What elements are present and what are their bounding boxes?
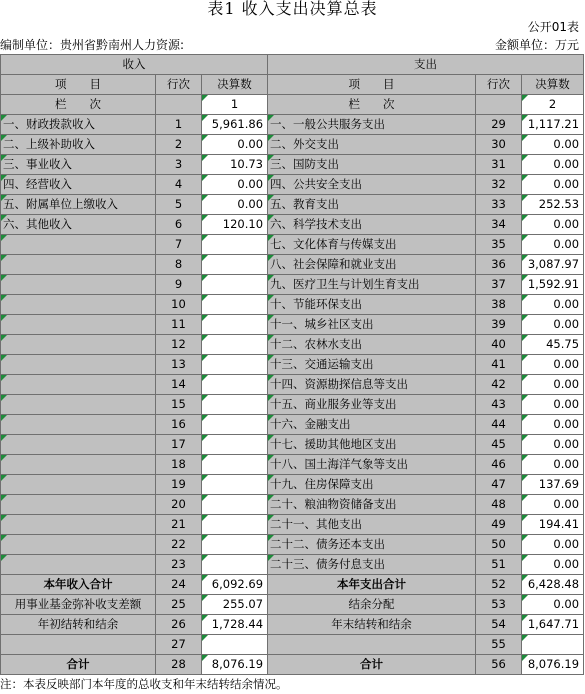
- expense-amount: 0.00: [522, 535, 584, 555]
- table-row: [1, 135, 584, 155]
- header-column-row: [1, 75, 584, 95]
- summary-row: [1, 655, 584, 675]
- income-item: 二、上级补助收入: [1, 135, 156, 155]
- income-amount: [202, 355, 268, 375]
- header-index-row: [1, 95, 584, 115]
- expense-summary-item: [268, 635, 476, 655]
- income-item: [1, 555, 156, 575]
- income-column-label: 栏 次: [1, 95, 156, 115]
- income-row-number: 15: [156, 395, 202, 415]
- income-amount: 8,076.19: [202, 655, 268, 675]
- expense-item: 十八、国土海洋气象等支出: [268, 455, 476, 475]
- income-amount: [202, 315, 268, 335]
- table-row: [1, 255, 584, 275]
- income-row-number: 11: [156, 315, 202, 335]
- expense-row-number: 39: [476, 315, 522, 335]
- expense-amount: 1,117.21: [522, 115, 584, 135]
- income-row-number: 8: [156, 255, 202, 275]
- income-row-number: 1: [156, 115, 202, 135]
- expense-amount: [522, 635, 584, 655]
- expense-summary-item: 合计: [268, 655, 476, 675]
- table-row: [1, 475, 584, 495]
- income-amount: [202, 555, 268, 575]
- income-row-number: 16: [156, 415, 202, 435]
- income-row-number: 18: [156, 455, 202, 475]
- income-amount: 5,961.86: [202, 115, 268, 135]
- expense-row-number: 33: [476, 195, 522, 215]
- income-amount: 1,728.44: [202, 615, 268, 635]
- income-item: [1, 435, 156, 455]
- expense-column-index: 2: [522, 95, 584, 115]
- income-item: [1, 335, 156, 355]
- income-row-number: 19: [156, 475, 202, 495]
- expense-item: 二十三、债务付息支出: [268, 555, 476, 575]
- expense-item: 十三、交通运输支出: [268, 355, 476, 375]
- income-amount: [202, 255, 268, 275]
- income-item: [1, 515, 156, 535]
- expense-row-number: 52: [476, 575, 522, 595]
- income-amount: 0.00: [202, 135, 268, 155]
- income-header: 收入: [1, 55, 268, 75]
- expense-amount: 1,592.91: [522, 275, 584, 295]
- table-row: [1, 235, 584, 255]
- footnote: 注：本表反映部门本年度的总收支和年末结转结余情况。: [0, 677, 288, 691]
- expense-amount: 0.00: [522, 355, 584, 375]
- income-amount: 0.00: [202, 195, 268, 215]
- expense-amount: 45.75: [522, 335, 584, 355]
- table-row: [1, 155, 584, 175]
- income-amount: 10.73: [202, 155, 268, 175]
- expense-item: 四、公共安全支出: [268, 175, 476, 195]
- table-row: [1, 535, 584, 555]
- income-amount: 120.10: [202, 215, 268, 235]
- table-row: [1, 375, 584, 395]
- income-row-number: 6: [156, 215, 202, 235]
- expense-row-number: 30: [476, 135, 522, 155]
- expense-row-number: 29: [476, 115, 522, 135]
- expense-amount: 252.53: [522, 195, 584, 215]
- form-code: 公开01表: [527, 20, 579, 34]
- expense-amount: 0.00: [522, 395, 584, 415]
- expense-row-number: 31: [476, 155, 522, 175]
- expense-amount-header: 决算数: [522, 75, 584, 95]
- expense-amount: 0.00: [522, 415, 584, 435]
- income-summary-item: 年初结转和结余: [1, 615, 156, 635]
- income-item: 三、事业收入: [1, 155, 156, 175]
- income-row-number: 20: [156, 495, 202, 515]
- table-row: [1, 215, 584, 235]
- summary-row: [1, 615, 584, 635]
- income-row-number: 22: [156, 535, 202, 555]
- income-amount: [202, 475, 268, 495]
- expense-amount: 0.00: [522, 295, 584, 315]
- income-amount: [202, 455, 268, 475]
- income-item: [1, 535, 156, 555]
- income-item: [1, 295, 156, 315]
- income-amount-header: 决算数: [202, 75, 268, 95]
- expense-row-number: 47: [476, 475, 522, 495]
- table-row: [1, 315, 584, 335]
- income-row-number: 10: [156, 295, 202, 315]
- income-row-number: 4: [156, 175, 202, 195]
- income-row-number: 3: [156, 155, 202, 175]
- expense-item-header: 项 目: [268, 75, 476, 95]
- expense-row-number: 48: [476, 495, 522, 515]
- income-item-header: 项 目: [1, 75, 156, 95]
- income-rowno-header: 行次: [156, 75, 202, 95]
- income-amount: [202, 435, 268, 455]
- expense-amount: 0.00: [522, 495, 584, 515]
- expense-row-number: 32: [476, 175, 522, 195]
- expense-item: 十九、住房保障支出: [268, 475, 476, 495]
- expense-amount: 8,076.19: [522, 655, 584, 675]
- expense-row-number: 45: [476, 435, 522, 455]
- summary-row: [1, 595, 584, 615]
- expense-item: 十一、城乡社区支出: [268, 315, 476, 335]
- expense-item: 九、医疗卫生与计划生育支出: [268, 275, 476, 295]
- expense-row-number: 44: [476, 415, 522, 435]
- table-row: [1, 195, 584, 215]
- expense-summary-item: 本年支出合计: [268, 575, 476, 595]
- expense-row-number: 42: [476, 375, 522, 395]
- table-row: [1, 295, 584, 315]
- unit-label: 编制单位：贵州省黔南州人力资源:: [0, 38, 185, 52]
- expense-amount: 0.00: [522, 435, 584, 455]
- expense-row-number: 34: [476, 215, 522, 235]
- expense-summary-item: 年末结转和结余: [268, 615, 476, 635]
- expense-row-number: 43: [476, 395, 522, 415]
- expense-item: 五、教育支出: [268, 195, 476, 215]
- expense-item: 十六、金融支出: [268, 415, 476, 435]
- income-summary-item: 合计: [1, 655, 156, 675]
- expense-column-label: 栏 次: [268, 95, 476, 115]
- expense-item: 十、节能环保支出: [268, 295, 476, 315]
- expense-amount: 1,647.71: [522, 615, 584, 635]
- expense-item: 六、科学技术支出: [268, 215, 476, 235]
- expense-amount: 0.00: [522, 135, 584, 155]
- income-amount: [202, 335, 268, 355]
- expense-item: 二十、粮油物资储备支出: [268, 495, 476, 515]
- table-row: [1, 355, 584, 375]
- expense-item: 十二、农林水支出: [268, 335, 476, 355]
- income-amount: [202, 375, 268, 395]
- amount-unit: 金额单位：万元: [494, 38, 579, 52]
- expense-amount: 6,428.48: [522, 575, 584, 595]
- income-item: 四、经营收入: [1, 175, 156, 195]
- expense-amount: 3,087.97: [522, 255, 584, 275]
- income-row-number: 9: [156, 275, 202, 295]
- income-item: [1, 495, 156, 515]
- income-item: [1, 375, 156, 395]
- income-row-number: 26: [156, 615, 202, 635]
- expense-amount: 0.00: [522, 315, 584, 335]
- income-row-number: 21: [156, 515, 202, 535]
- expense-item: 二十一、其他支出: [268, 515, 476, 535]
- income-amount: [202, 515, 268, 535]
- income-item: [1, 255, 156, 275]
- income-row-number: 2: [156, 135, 202, 155]
- expense-row-number: 35: [476, 235, 522, 255]
- expense-amount: 0.00: [522, 175, 584, 195]
- income-item: [1, 235, 156, 255]
- income-amount: 6,092.69: [202, 575, 268, 595]
- expense-item: 八、社会保障和就业支出: [268, 255, 476, 275]
- expense-amount: 0.00: [522, 375, 584, 395]
- expense-row-number: 55: [476, 635, 522, 655]
- table-row: [1, 175, 584, 195]
- income-expense-table: [0, 54, 584, 675]
- expense-amount: 194.41: [522, 515, 584, 535]
- table-row: [1, 275, 584, 295]
- table-row: [1, 515, 584, 535]
- income-column-index: 1: [202, 95, 268, 115]
- expense-item: 十四、资源勘探信息等支出: [268, 375, 476, 395]
- table-row: [1, 415, 584, 435]
- expense-item: 二、外交支出: [268, 135, 476, 155]
- expense-row-number: 40: [476, 335, 522, 355]
- expense-row-number: 36: [476, 255, 522, 275]
- expense-item: 十七、援助其他地区支出: [268, 435, 476, 455]
- income-row-number: 27: [156, 635, 202, 655]
- income-row-number: 24: [156, 575, 202, 595]
- expense-item: 二十二、债务还本支出: [268, 535, 476, 555]
- table-row: [1, 555, 584, 575]
- table-row: [1, 115, 584, 135]
- income-item: [1, 475, 156, 495]
- header-section-row: [1, 55, 584, 75]
- income-row-number: 5: [156, 195, 202, 215]
- expense-amount: 0.00: [522, 455, 584, 475]
- income-item: 一、财政拨款收入: [1, 115, 156, 135]
- expense-row-number: 53: [476, 595, 522, 615]
- expense-header: 支出: [268, 55, 584, 75]
- expense-row-number: 38: [476, 295, 522, 315]
- expense-row-number: 54: [476, 615, 522, 635]
- income-item: 五、附属单位上缴收入: [1, 195, 156, 215]
- table-row: [1, 395, 584, 415]
- income-amount: [202, 295, 268, 315]
- income-row-number: 23: [156, 555, 202, 575]
- income-item: [1, 415, 156, 435]
- income-summary-item: 本年收入合计: [1, 575, 156, 595]
- table-row: [1, 495, 584, 515]
- income-row-number: 12: [156, 335, 202, 355]
- expense-amount: 0.00: [522, 155, 584, 175]
- income-amount: [202, 495, 268, 515]
- expense-amount: 0.00: [522, 235, 584, 255]
- income-item: [1, 275, 156, 295]
- income-amount: 255.07: [202, 595, 268, 615]
- income-amount: [202, 635, 268, 655]
- expense-amount: 137.69: [522, 475, 584, 495]
- expense-item: 三、国防支出: [268, 155, 476, 175]
- table-row: [1, 335, 584, 355]
- expense-row-number: 50: [476, 535, 522, 555]
- expense-item: 七、文化体育与传媒支出: [268, 235, 476, 255]
- expense-row-number: 51: [476, 555, 522, 575]
- income-item: [1, 395, 156, 415]
- expense-row-number: 37: [476, 275, 522, 295]
- income-row-number: 14: [156, 375, 202, 395]
- income-item: [1, 455, 156, 475]
- table-row: [1, 435, 584, 455]
- income-amount: [202, 275, 268, 295]
- expense-row-number: 56: [476, 655, 522, 675]
- expense-item: 十五、商业服务业等支出: [268, 395, 476, 415]
- expense-item: 一、一般公共服务支出: [268, 115, 476, 135]
- income-row-number: 7: [156, 235, 202, 255]
- expense-rowno-header: 行次: [476, 75, 522, 95]
- expense-row-number: 46: [476, 455, 522, 475]
- summary-row: [1, 575, 584, 595]
- income-row-number: 25: [156, 595, 202, 615]
- expense-row-number: 49: [476, 515, 522, 535]
- expense-amount: 0.00: [522, 595, 584, 615]
- income-amount: 0.00: [202, 175, 268, 195]
- table-row: [1, 455, 584, 475]
- income-row-number: 17: [156, 435, 202, 455]
- income-amount: [202, 535, 268, 555]
- income-amount: [202, 395, 268, 415]
- table-title: 表1 收入支出决算总表: [207, 0, 378, 18]
- income-row-number: 28: [156, 655, 202, 675]
- income-summary-item: 用事业基金弥补收支差额: [1, 595, 156, 615]
- expense-amount: 0.00: [522, 215, 584, 235]
- income-item: 六、其他收入: [1, 215, 156, 235]
- income-summary-item: [1, 635, 156, 655]
- expense-summary-item: 结余分配: [268, 595, 476, 615]
- summary-row: [1, 635, 584, 655]
- expense-amount: 0.00: [522, 555, 584, 575]
- income-amount: [202, 415, 268, 435]
- income-item: [1, 315, 156, 335]
- income-item: [1, 355, 156, 375]
- income-row-number: 13: [156, 355, 202, 375]
- income-amount: [202, 235, 268, 255]
- expense-row-number: 41: [476, 355, 522, 375]
